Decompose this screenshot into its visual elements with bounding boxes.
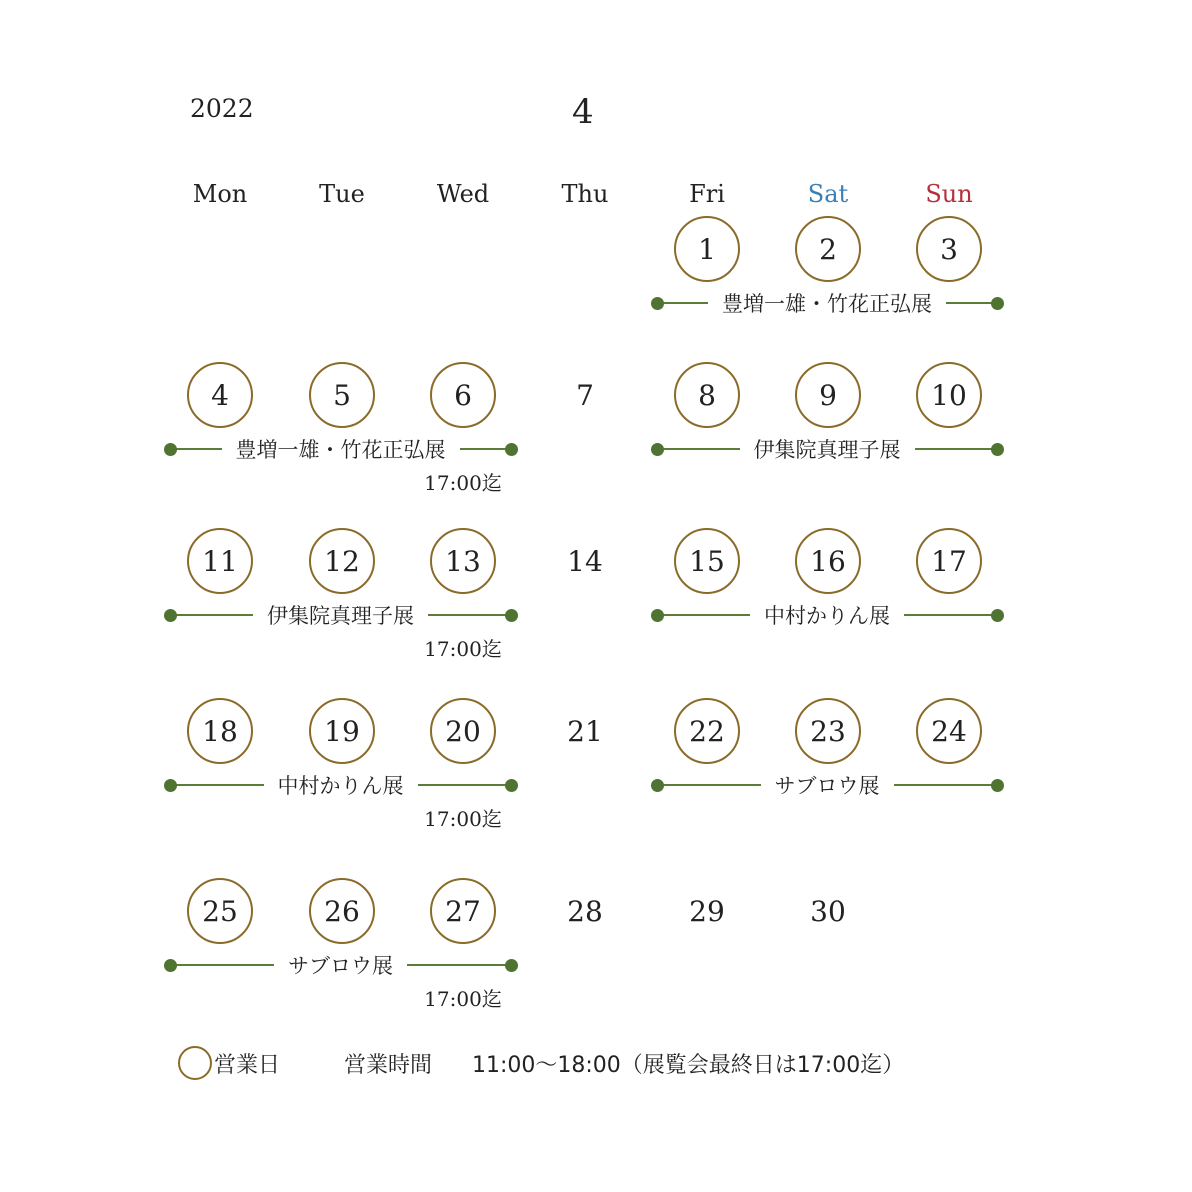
day-20: 20 bbox=[430, 698, 496, 764]
exhibition-start-dot bbox=[164, 443, 177, 456]
exhibition-label: 豊増一雄・竹花正弘展 bbox=[722, 292, 932, 316]
legend-hours-label: 営業時間 bbox=[344, 1053, 433, 1078]
exhibition-line-left bbox=[170, 964, 274, 966]
exhibition-line-left bbox=[170, 448, 222, 450]
exhibition-label: 伊集院真理子展 bbox=[753, 438, 901, 462]
day-15: 15 bbox=[674, 528, 740, 594]
exhibition-line-left bbox=[657, 302, 708, 304]
exhibition-start-dot bbox=[164, 609, 177, 622]
legend-hours-value: 11:00〜18:00（展覧会最終日は17:00迄） bbox=[472, 1053, 905, 1078]
day-29: 29 bbox=[689, 894, 725, 928]
day-4: 4 bbox=[187, 362, 253, 428]
exhibition-start-dot bbox=[164, 959, 177, 972]
day-3: 3 bbox=[916, 216, 982, 282]
closing-time-note: 17:00迄 bbox=[424, 987, 502, 1011]
day-30: 30 bbox=[810, 894, 846, 928]
exhibition-label: 伊集院真理子展 bbox=[267, 604, 414, 628]
day-11: 11 bbox=[187, 528, 253, 594]
weekday-wed: Wed bbox=[436, 180, 490, 208]
day-8: 8 bbox=[674, 362, 740, 428]
exhibition-start-dot bbox=[651, 443, 664, 456]
exhibition-label: サブロウ展 bbox=[774, 774, 880, 798]
exhibition-start-dot bbox=[651, 297, 664, 310]
exhibition-start-dot bbox=[651, 779, 664, 792]
closing-time-note: 17:00迄 bbox=[424, 471, 502, 495]
exhibition-end-dot bbox=[991, 609, 1004, 622]
exhibition-line-right bbox=[407, 964, 511, 966]
day-2: 2 bbox=[795, 216, 861, 282]
day-10: 10 bbox=[916, 362, 982, 428]
day-5: 5 bbox=[309, 362, 375, 428]
day-23: 23 bbox=[795, 698, 861, 764]
exhibition-line-left bbox=[657, 784, 761, 786]
exhibition-line-right bbox=[904, 614, 997, 616]
day-19: 19 bbox=[309, 698, 375, 764]
exhibition-line-right bbox=[460, 448, 512, 450]
exhibition-line-left bbox=[657, 448, 740, 450]
day-6: 6 bbox=[430, 362, 496, 428]
exhibition-end-dot bbox=[505, 609, 518, 622]
exhibition-end-dot bbox=[991, 779, 1004, 792]
exhibition-line-right bbox=[915, 448, 998, 450]
exhibition-label: 中村かりん展 bbox=[764, 604, 890, 628]
closing-time-note: 17:00迄 bbox=[424, 807, 502, 831]
day-21: 21 bbox=[567, 714, 603, 748]
exhibition-end-dot bbox=[505, 443, 518, 456]
weekday-fri: Fri bbox=[689, 180, 725, 208]
day-1: 1 bbox=[674, 216, 740, 282]
exhibition-line-right bbox=[418, 784, 512, 786]
exhibition-end-dot bbox=[991, 297, 1004, 310]
day-12: 12 bbox=[309, 528, 375, 594]
exhibition-end-dot bbox=[505, 779, 518, 792]
day-7: 7 bbox=[576, 378, 594, 412]
day-28: 28 bbox=[567, 894, 603, 928]
day-18: 18 bbox=[187, 698, 253, 764]
exhibition-end-dot bbox=[991, 443, 1004, 456]
day-22: 22 bbox=[674, 698, 740, 764]
day-13: 13 bbox=[430, 528, 496, 594]
weekday-mon: Mon bbox=[192, 180, 248, 208]
exhibition-start-dot bbox=[164, 779, 177, 792]
exhibition-line-right bbox=[946, 302, 997, 304]
weekday-tue: Tue bbox=[319, 180, 365, 208]
year-label: 2022 bbox=[190, 94, 254, 123]
exhibition-line-left bbox=[170, 784, 264, 786]
exhibition-label: 豊増一雄・竹花正弘展 bbox=[235, 438, 446, 462]
weekday-sun: Sun bbox=[925, 180, 973, 208]
day-27: 27 bbox=[430, 878, 496, 944]
day-26: 26 bbox=[309, 878, 375, 944]
weekday-sat: Sat bbox=[807, 180, 849, 208]
legend-open-day: 営業日 bbox=[214, 1053, 281, 1078]
exhibition-label: サブロウ展 bbox=[288, 954, 393, 978]
open-day-circle-icon bbox=[178, 1046, 212, 1080]
closing-time-note: 17:00迄 bbox=[424, 637, 502, 661]
exhibition-label: 中村かりん展 bbox=[277, 774, 404, 798]
month-label: 4 bbox=[572, 92, 594, 132]
day-25: 25 bbox=[187, 878, 253, 944]
exhibition-line-right bbox=[894, 784, 998, 786]
exhibition-line-left bbox=[657, 614, 750, 616]
exhibition-line-right bbox=[428, 614, 511, 616]
weekday-thu: Thu bbox=[561, 180, 609, 208]
day-14: 14 bbox=[567, 544, 603, 578]
exhibition-start-dot bbox=[651, 609, 664, 622]
day-9: 9 bbox=[795, 362, 861, 428]
day-16: 16 bbox=[795, 528, 861, 594]
day-17: 17 bbox=[916, 528, 982, 594]
exhibition-end-dot bbox=[505, 959, 518, 972]
exhibition-line-left bbox=[170, 614, 253, 616]
day-24: 24 bbox=[916, 698, 982, 764]
